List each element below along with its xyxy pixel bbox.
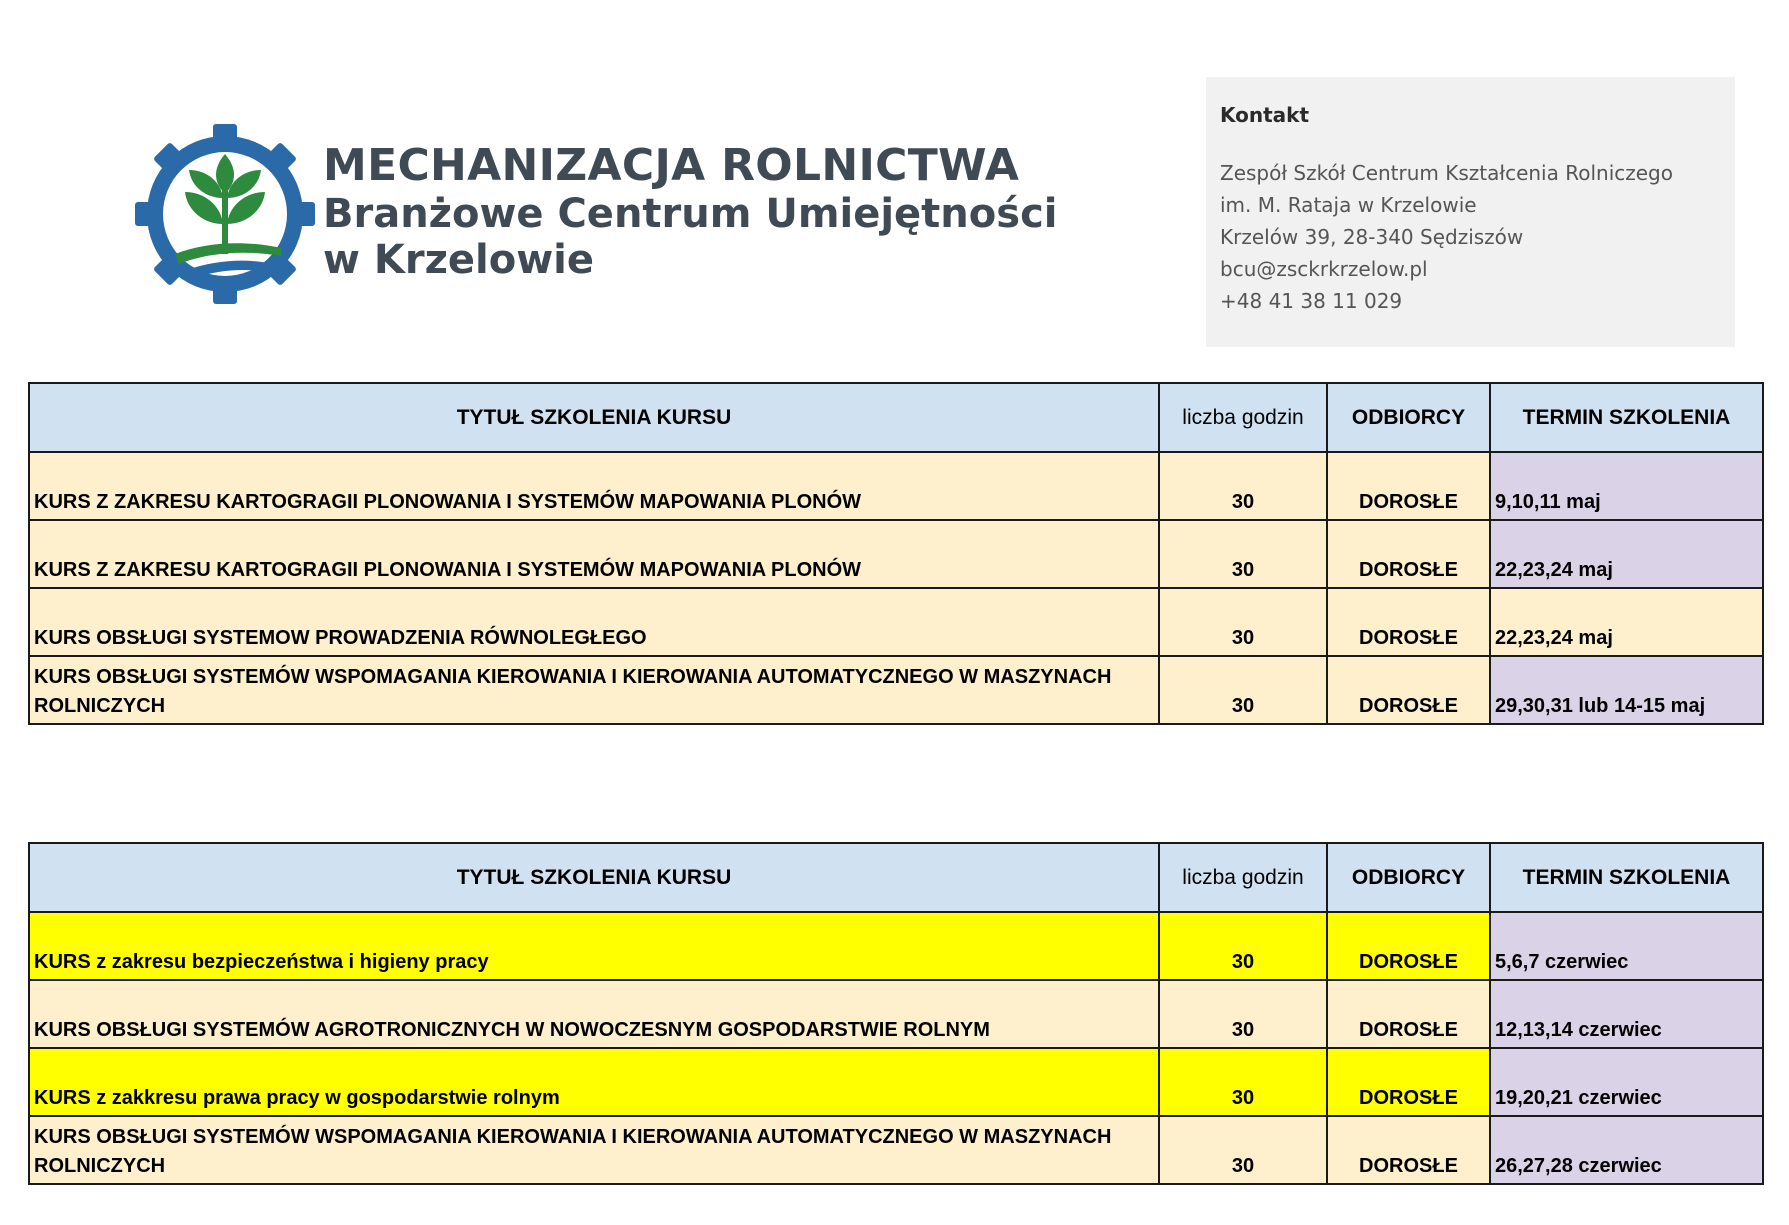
table-row xyxy=(29,980,1763,1048)
table-header-row xyxy=(29,383,1763,452)
logo-title: MECHANIZACJA ROLNICTWA xyxy=(323,140,1020,191)
course-audience: DOROSŁE xyxy=(1327,452,1490,520)
table-row xyxy=(29,452,1763,520)
table-row xyxy=(29,1048,1763,1116)
contact-address: Krzelów 39, 28-340 Sędziszów xyxy=(1220,225,1524,249)
logo-location: w Krzelowie xyxy=(323,237,594,283)
contact-box xyxy=(1206,77,1735,347)
course-hours: 30 xyxy=(1159,656,1327,724)
course-term: 22,23,24 maj xyxy=(1490,520,1763,588)
course-audience: DOROSŁE xyxy=(1327,912,1490,980)
course-title: KURS OBSŁUGI SYSTEMÓW WSPOMAGANIA KIEROWANIA I KIEROWANIA AUTOMATYCZNEGO W MASZYNACH ROLNICZYCH xyxy=(29,1116,1159,1184)
course-table-june xyxy=(28,842,1764,1185)
course-term: 22,23,24 maj xyxy=(1490,588,1763,656)
course-hours: 30 xyxy=(1159,1116,1327,1184)
column-header-audience: ODBIORCY xyxy=(1327,383,1490,452)
course-audience: DOROSŁE xyxy=(1327,1048,1490,1116)
column-header-term: TERMIN SZKOLENIA xyxy=(1490,383,1763,452)
course-title: KURS Z ZAKRESU KARTOGRAGII PLONOWANIA I SYSTEMÓW MAPOWANIA PLONÓW xyxy=(29,452,1159,520)
course-term: 29,30,31 lub 14-15 maj xyxy=(1490,656,1763,724)
table-row xyxy=(29,656,1763,724)
course-hours: 30 xyxy=(1159,1048,1327,1116)
course-hours: 30 xyxy=(1159,452,1327,520)
column-header-hours: liczba godzin xyxy=(1159,843,1327,912)
course-title: KURS OBSŁUGI SYSTEMÓW AGROTRONICZNYCH W NOWOCZESNYM GOSPODARSTWIE ROLNYM xyxy=(29,980,1159,1048)
course-hours: 30 xyxy=(1159,588,1327,656)
course-title: KURS z zakkresu prawa pracy w gospodarstwie rolnym xyxy=(29,1048,1159,1116)
contact-school-name: Zespół Szkół Centrum Kształcenia Rolniczego xyxy=(1220,161,1673,185)
logo-text xyxy=(323,140,1058,283)
contact-phone[interactable]: +48 41 38 11 029 xyxy=(1220,289,1403,313)
column-header-hours: liczba godzin xyxy=(1159,383,1327,452)
column-header-audience: ODBIORCY xyxy=(1327,843,1490,912)
course-term: 19,20,21 czerwiec xyxy=(1490,1048,1763,1116)
course-audience: DOROSŁE xyxy=(1327,1116,1490,1184)
course-audience: DOROSŁE xyxy=(1327,520,1490,588)
course-term: 5,6,7 czerwiec xyxy=(1490,912,1763,980)
column-header-title: TYTUŁ SZKOLENIA KURSU xyxy=(29,843,1159,912)
course-hours: 30 xyxy=(1159,980,1327,1048)
course-table-may xyxy=(28,382,1764,725)
table-row xyxy=(29,912,1763,980)
course-hours: 30 xyxy=(1159,912,1327,980)
table-row xyxy=(29,520,1763,588)
logo xyxy=(135,124,1058,309)
course-title: KURS Z ZAKRESU KARTOGRAGII PLONOWANIA I SYSTEMÓW MAPOWANIA PLONÓW xyxy=(29,520,1159,588)
contact-school-patron: im. M. Rataja w Krzelowie xyxy=(1220,193,1477,217)
column-header-title: TYTUŁ SZKOLENIA KURSU xyxy=(29,383,1159,452)
course-term: 26,27,28 czerwiec xyxy=(1490,1116,1763,1184)
contact-email[interactable]: bcu@zsckrkrzelow.pl xyxy=(1220,257,1428,281)
course-title: KURS OBSŁUGI SYSTEMÓW WSPOMAGANIA KIEROWANIA I KIEROWANIA AUTOMATYCZNEGO W MASZYNACH ROLNICZYCH xyxy=(29,656,1159,724)
gear-leaf-logo-icon xyxy=(135,124,315,304)
course-audience: DOROSŁE xyxy=(1327,588,1490,656)
column-header-term: TERMIN SZKOLENIA xyxy=(1490,843,1763,912)
course-hours: 30 xyxy=(1159,520,1327,588)
table-row xyxy=(29,1116,1763,1184)
course-title: KURS z zakresu bezpieczeństwa i higieny pracy xyxy=(29,912,1159,980)
contact-title: Kontakt xyxy=(1220,103,1310,127)
course-term: 12,13,14 czerwiec xyxy=(1490,980,1763,1048)
course-audience: DOROSŁE xyxy=(1327,656,1490,724)
logo-subtitle: Branżowe Centrum Umiejętności xyxy=(323,191,1058,237)
table-header-row xyxy=(29,843,1763,912)
course-term: 9,10,11 maj xyxy=(1490,452,1763,520)
course-audience: DOROSŁE xyxy=(1327,980,1490,1048)
course-title: KURS OBSŁUGI SYSTEMOW PROWADZENIA RÓWNOLEGŁEGO xyxy=(29,588,1159,656)
table-row xyxy=(29,588,1763,656)
